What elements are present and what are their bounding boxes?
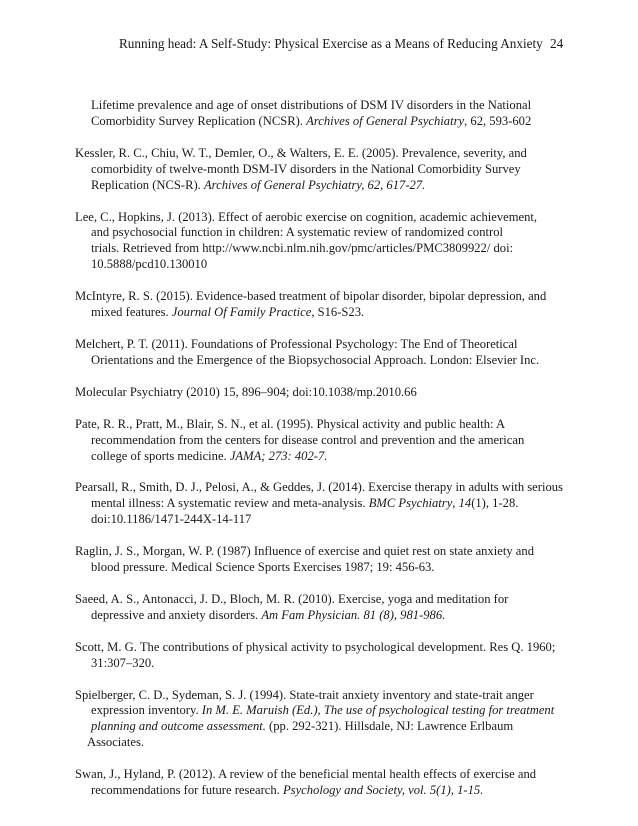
reference-entry — [75, 337, 575, 369]
reference-entry — [75, 640, 575, 672]
reference-line — [75, 225, 575, 241]
text-run: Comorbidity Survey Replication (NCSR). — [91, 113, 307, 128]
italic-text: Journal Of Family Practice — [171, 305, 312, 320]
reference-line — [75, 433, 575, 449]
text-run: , S16-S23. — [311, 305, 365, 320]
reference-entry — [75, 592, 575, 624]
reference-entry — [75, 98, 575, 130]
italic-text: Archives of General Psychiatry, 62, 617-27. — [203, 177, 426, 192]
reference-line — [75, 449, 575, 465]
reference-line — [75, 210, 575, 226]
reference-line — [75, 703, 575, 719]
reference-line — [75, 241, 575, 257]
text-run: doi:10.1186/1471-244X-14-117 — [91, 512, 252, 527]
text-run: 31:307–320. — [91, 655, 155, 670]
reference-entry — [75, 688, 575, 752]
reference-line — [75, 592, 575, 608]
reference-entry — [75, 767, 575, 799]
text-run: Pate, R. R., Pratt, M., Blair, S. N., et al. (1995). Physical activity and public health: A — [75, 416, 506, 431]
italic-text: Psychology and Society, vol. 5(1), 1-15. — [282, 783, 484, 798]
text-run: recommendation from the centers for disease control and prevention and the american — [91, 432, 525, 447]
text-run: depressive and anxiety disorders. — [91, 607, 262, 622]
reference-line — [75, 512, 575, 528]
text-run: Replication (NCS-R). — [91, 177, 204, 192]
text-run: comorbidity of twelve-month DSM-IV disorders in the National Comorbidity Survey — [91, 161, 521, 176]
reference-line — [75, 735, 575, 751]
text-run: Associates. — [87, 735, 145, 750]
running-head-title: Running head: A Self-Study: Physical Exercise as a Means of Reducing Anxiety — [119, 36, 543, 51]
italic-text: JAMA; 273: 402-7. — [229, 448, 328, 463]
reference-line — [75, 480, 575, 496]
text-run: , 62, 593-602 — [464, 113, 532, 128]
italic-text: In M. E. Maruish (Ed.), The use of psychological testing for treatment — [201, 703, 555, 718]
reference-line — [75, 608, 575, 624]
reference-entry — [75, 210, 575, 274]
reference-line — [75, 560, 575, 576]
reference-line — [75, 305, 575, 321]
text-run: Raglin, J. S., Morgan, W. P. (1987) Influence of exercise and quiet rest on state anxiety and — [75, 544, 534, 559]
reference-entry — [75, 480, 575, 528]
reference-line — [75, 496, 575, 512]
text-run: and psychosocial function in children: A systematic review of randomized control — [91, 225, 503, 240]
italic-text: planning and outcome assessment. — [91, 719, 266, 734]
text-run: blood pressure. Medical Science Sports Exercises 1987; 19: 456-63. — [91, 560, 435, 575]
text-run: Kessler, R. C., Chiu, W. T., Demler, O., & Walters, E. E. (2005). Prevalence, severity, and — [75, 145, 527, 160]
reference-line — [75, 688, 575, 704]
text-run: trials. Retrieved from http://www.ncbi.nlm.nih.gov/pmc/articles/PMC3809922/ doi: — [91, 241, 514, 256]
italic-text: Archives of General Psychiatry — [306, 113, 465, 128]
text-run: mixed features. — [91, 305, 172, 320]
reference-line — [75, 98, 575, 114]
reference-line — [75, 289, 575, 305]
reference-line — [75, 656, 575, 672]
reference-line — [75, 385, 575, 401]
text-run: Molecular Psychiatry (2010) 15, 896–904; doi:10.1038/mp.2010.66 — [75, 384, 417, 399]
text-run: Melchert, P. T. (2011). Foundations of Professional Psychology: The End of Theoretical — [75, 336, 518, 351]
reference-line — [75, 178, 575, 194]
text-run: (1), 1-28. — [471, 496, 519, 511]
text-run: mental illness: A systematic review and meta-analysis. — [91, 496, 369, 511]
reference-entry — [75, 146, 575, 194]
italic-text: BMC Psychiatry — [368, 496, 453, 511]
text-run: (pp. 292-321). Hillsdale, NJ: Lawrence Erlbaum — [265, 719, 514, 734]
reference-line — [75, 162, 575, 178]
reference-entry — [75, 417, 575, 465]
reference-line — [75, 337, 575, 353]
reference-entry — [75, 544, 575, 576]
reference-list — [75, 98, 575, 815]
text-run: 10.5888/pcd10.130010 — [91, 257, 208, 272]
italic-text: 14 — [458, 496, 472, 511]
reference-line — [75, 146, 575, 162]
text-run: , — [452, 496, 459, 511]
text-run: Orientations and the Emergence of the Biopsychosocial Approach. London: Elsevier Inc. — [91, 352, 540, 367]
text-run: Saeed, A. S., Antonacci, J. D., Bloch, M. R. (2010). Exercise, yoga and meditation for — [75, 591, 509, 606]
reference-line — [75, 353, 575, 369]
text-run: Lee, C., Hopkins, J. (2013). Effect of aerobic exercise on cognition, academic achievement, — [75, 209, 538, 224]
reference-line — [75, 767, 575, 783]
text-run: Spielberger, C. D., Sydeman, S. J. (1994). State-trait anxiety inventory and state-trait anger — [75, 687, 534, 702]
reference-line — [75, 640, 575, 656]
text-run: recommendations for future research. — [91, 783, 283, 798]
italic-text: Am Fam Physician. 81 (8), 981-986. — [261, 607, 446, 622]
text-run: Lifetime prevalence and age of onset distributions of DSM IV disorders in the National — [91, 98, 532, 112]
text-run: Pearsall, R., Smith, D. J., Pelosi, A., & Geddes, J. (2014). Exercise therapy in adults with serious — [75, 480, 563, 495]
text-run: expression inventory. — [91, 703, 202, 718]
reference-entry — [75, 289, 575, 321]
text-run: McIntyre, R. S. (2015). Evidence-based treatment of bipolar disorder, bipolar depression, and — [75, 289, 547, 304]
reference-line — [75, 417, 575, 433]
text-run: college of sports medicine. — [91, 448, 230, 463]
reference-line — [75, 544, 575, 560]
reference-entry — [75, 385, 575, 401]
reference-line — [75, 719, 575, 735]
page-number: 24 — [550, 36, 564, 51]
reference-line — [75, 783, 575, 799]
text-run: Scott, M. G. The contributions of physical activity to psychological development. Res Q. 1960; — [75, 639, 556, 654]
reference-line — [75, 257, 575, 273]
reference-line — [75, 114, 575, 130]
text-run: Swan, J., Hyland, P. (2012). A review of the beneficial mental health effects of exercise and — [75, 767, 537, 782]
